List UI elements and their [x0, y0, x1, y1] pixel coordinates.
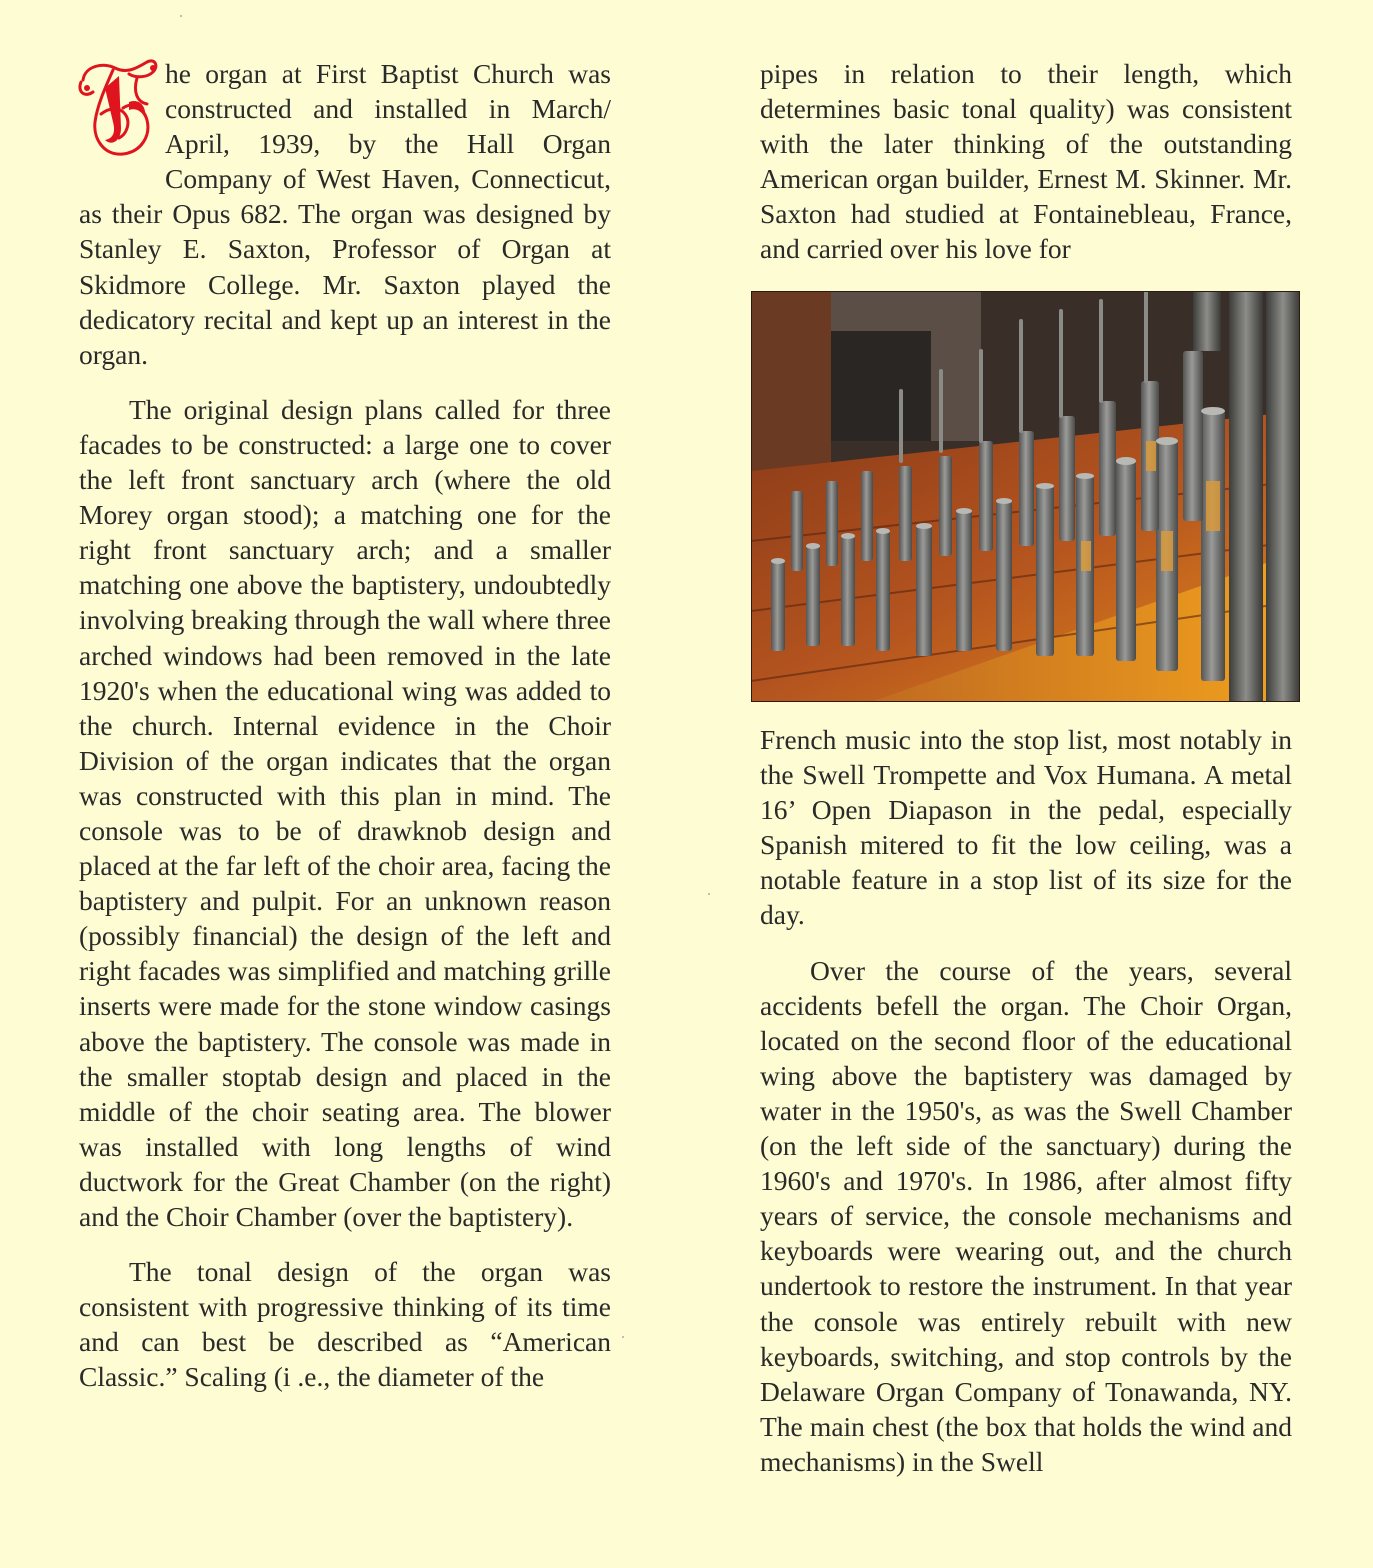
paragraph-2: The original design plans called for three facades to be constructed: a large one to cover the left front sanctuary arch (where the old Morey organ stood); a matching one for the right front sanctuary arch; and a smaller matching one above the baptistery, undoubtedly involving breaking through the wall where three arched windows had been removed in the late 1920's when the educational wing was added to the church. Internal evidence in the Choir Division of the organ indicates that the organ was constructed with this plan in mind. The console was to be of drawknob design and placed at the far left of the choir area, facing the baptistery and pulpit. For an unknown reason (possibly financial) the design of the left and right facades was simplified and matching grille inserts were made for the stone window casings above the baptistery. The console was made in the smaller stoptab design and placed in the middle of the choir seating area. The blower was installed with long lengths of wind ductwork for the Great Chamber (on the right) and the Choir Chamber (over the baptistery).	[79, 393, 611, 1232]
left-column	[79, 56, 611, 1394]
organ-pipes-photo	[751, 291, 1300, 702]
paragraph-1	[79, 56, 611, 372]
organ-pipes-illustration	[751, 291, 1300, 702]
paper-speck	[708, 893, 710, 895]
paragraph-3-end: French music into the stop list, most notably in the Swell Trompette and Vox Humana. A metal 16’ Open Diapason in the pedal, especially Spanish mitered to fit the low ceiling, was a notable feature in a stop list of its size for the day.	[760, 724, 1292, 931]
right-column-bottom	[760, 722, 1292, 1479]
paragraph-3: The tonal design of the organ was consistent with progressive thinking of its time and can best be described as “American Classic.” Scaling (i .e., the diameter of the	[79, 1256, 611, 1393]
dropcap-ornament-icon	[75, 58, 159, 162]
paper-speck	[180, 15, 182, 17]
paper-speck	[622, 1336, 624, 1338]
right-column-top	[760, 56, 1292, 267]
paragraph-1-text: he organ at First Baptist Church was constructed and installed in March/ April, 1939, by the Hall Organ Company of West Haven, Connecticut, as their Opus 682. The organ was designed by Stanley E. Saxton, Professor of Organ at Skidmore College. Mr. Saxton played the dedicatory recital and kept up an interest in the organ.	[79, 58, 611, 370]
dropcap-t	[75, 58, 159, 162]
paragraph-3-continued: pipes in relation to their length, which determines basic tonal quality) was consistent with the later thinking of the outstanding American organ builder, Ernest M. Skinner. Mr. Saxton had studied at Fontainebleau, France, and carried over his love for	[760, 58, 1292, 265]
paragraph-4: Over the course of the years, several accidents befell the organ. The Choir Organ, located on the second floor of the educational wing above the baptistery was damaged by water in the 1950's, as was the Swell Chamber (on the left side of the sanctuary) during the 1960's and 1970's. In 1986, after almost fifty years of service, the console mechanisms and keyboards were wearing out, and the church undertook to restore the instrument. In that year the console was entirely rebuilt with new keyboards, switching, and stop controls by the Delaware Organ Company of Tonawanda, NY. The main chest (the box that holds the wind and mechanisms) in the Swell	[760, 954, 1292, 1477]
